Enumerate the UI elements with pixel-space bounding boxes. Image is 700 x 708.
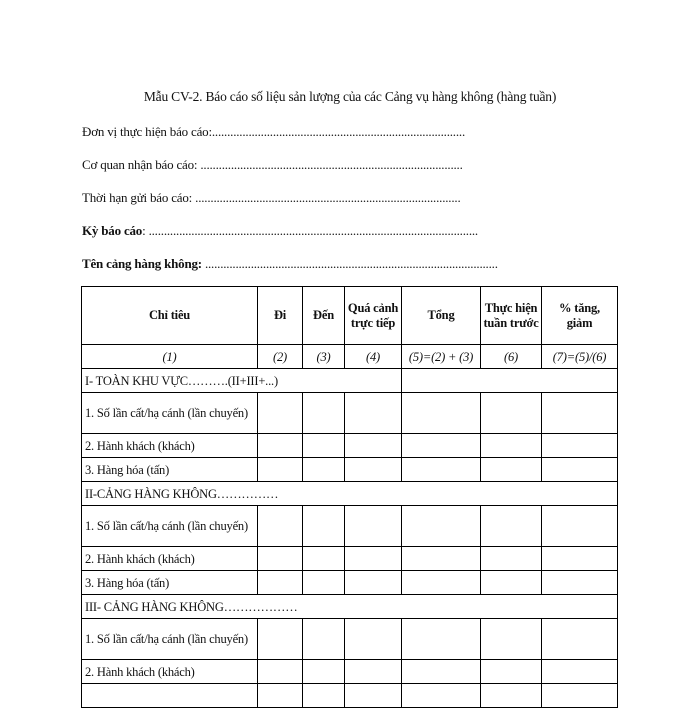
column-number: (1) xyxy=(82,345,258,369)
field-dots: ...................................................................................... xyxy=(200,157,463,172)
cell xyxy=(481,660,542,684)
row-label xyxy=(82,684,258,708)
field-deadline xyxy=(82,190,461,206)
table-row xyxy=(82,571,618,595)
cell xyxy=(542,393,618,434)
cell xyxy=(345,393,402,434)
table-row xyxy=(82,506,618,547)
table-row xyxy=(82,547,618,571)
header-percent-change: % tăng, giảm xyxy=(542,287,618,345)
cell xyxy=(402,660,481,684)
cell xyxy=(542,506,618,547)
cell xyxy=(402,547,481,571)
cell xyxy=(303,547,345,571)
field-reporting-unit xyxy=(82,124,465,140)
header-row xyxy=(82,287,618,345)
cell xyxy=(303,458,345,482)
cell xyxy=(345,458,402,482)
cell xyxy=(481,619,542,660)
cell xyxy=(402,619,481,660)
table-row xyxy=(82,434,618,458)
cell xyxy=(303,684,345,708)
header-last-week: Thực hiện tuần trước xyxy=(481,287,542,345)
section-row xyxy=(82,595,618,619)
cell xyxy=(303,434,345,458)
cell xyxy=(258,434,303,458)
cell xyxy=(258,619,303,660)
cell xyxy=(258,393,303,434)
cell xyxy=(402,393,481,434)
cell xyxy=(481,571,542,595)
row-label: 3. Hàng hóa (tấn) xyxy=(82,571,258,595)
cell xyxy=(481,458,542,482)
table-row xyxy=(82,458,618,482)
field-dots: ................................................................................................ xyxy=(204,256,498,271)
cell xyxy=(402,571,481,595)
cell xyxy=(481,684,542,708)
cell xyxy=(542,571,618,595)
empty-cell xyxy=(402,369,618,393)
cell xyxy=(345,660,402,684)
cell xyxy=(258,571,303,595)
cell xyxy=(345,684,402,708)
row-label: 3. Hàng hóa (tấn) xyxy=(82,458,258,482)
header-transit: Quá cảnh trực tiếp xyxy=(345,287,402,345)
field-label: Đơn vị thực hiện báo cáo: xyxy=(82,124,212,139)
header-criteria: Chỉ tiêu xyxy=(82,287,258,345)
field-airport-name xyxy=(82,256,498,272)
field-label: Thời hạn gửi báo cáo: xyxy=(82,190,196,205)
header-arrival: Đến xyxy=(303,287,345,345)
cell xyxy=(345,619,402,660)
section-title: III- CẢNG HÀNG KHÔNG……………… xyxy=(82,595,618,619)
cell xyxy=(481,434,542,458)
cell xyxy=(303,506,345,547)
cell xyxy=(402,684,481,708)
section-row xyxy=(82,482,618,506)
section-title: II-CẢNG HÀNG KHÔNG…………… xyxy=(82,482,618,506)
row-label: 2. Hành khách (khách) xyxy=(82,547,258,571)
table-row xyxy=(82,619,618,660)
field-reporting-period xyxy=(82,223,478,239)
header-total: Tổng xyxy=(402,287,481,345)
row-label: 1. Số lần cất/hạ cánh (lần chuyến) xyxy=(82,393,258,434)
cell xyxy=(258,506,303,547)
cell xyxy=(345,506,402,547)
report-table xyxy=(81,286,618,708)
column-number: (6) xyxy=(481,345,542,369)
section-row xyxy=(82,369,618,393)
form-title: Mẫu CV-2. Báo cáo số liệu sản lượng của các Cảng vụ hàng không (hàng tuần) xyxy=(143,89,557,104)
cell xyxy=(345,571,402,595)
field-label: Tên cảng hàng không: xyxy=(82,256,205,271)
section-title: I- TOÀN KHU VỰC……….(II+III+...) xyxy=(82,369,402,393)
cell xyxy=(542,684,618,708)
cell xyxy=(402,506,481,547)
cell xyxy=(303,619,345,660)
column-number-row xyxy=(82,345,618,369)
cell xyxy=(542,619,618,660)
header-departure: Đi xyxy=(258,287,303,345)
field-dots: ................................................................................... xyxy=(211,124,466,139)
table-row xyxy=(82,393,618,434)
column-number: (4) xyxy=(345,345,402,369)
row-label: 1. Số lần cất/hạ cánh (lần chuyến) xyxy=(82,506,258,547)
row-label: 2. Hành khách (khách) xyxy=(82,660,258,684)
cell xyxy=(402,434,481,458)
column-number: (5)=(2) + (3) xyxy=(402,345,481,369)
cell xyxy=(542,434,618,458)
cell xyxy=(303,660,345,684)
column-number: (3) xyxy=(303,345,345,369)
field-receiving-agency xyxy=(82,157,463,173)
cell xyxy=(258,458,303,482)
table-row xyxy=(82,684,618,708)
field-dots: : ............................................................................................................ xyxy=(142,223,478,238)
cell xyxy=(258,684,303,708)
cell xyxy=(481,547,542,571)
cell xyxy=(481,506,542,547)
field-label: Kỳ báo cáo xyxy=(82,223,143,238)
row-label: 1. Số lần cất/hạ cánh (lần chuyến) xyxy=(82,619,258,660)
cell xyxy=(345,547,402,571)
table-row xyxy=(82,660,618,684)
cell xyxy=(402,458,481,482)
cell xyxy=(258,660,303,684)
field-dots: ....................................................................................... xyxy=(195,190,461,205)
column-number: (7)=(5)/(6) xyxy=(542,345,618,369)
cell xyxy=(542,660,618,684)
cell xyxy=(303,393,345,434)
field-label: Cơ quan nhận báo cáo: xyxy=(82,157,201,172)
column-number: (2) xyxy=(258,345,303,369)
cell xyxy=(258,547,303,571)
cell xyxy=(542,547,618,571)
cell xyxy=(542,458,618,482)
cell xyxy=(481,393,542,434)
cell xyxy=(303,571,345,595)
cell xyxy=(345,434,402,458)
row-label: 2. Hành khách (khách) xyxy=(82,434,258,458)
